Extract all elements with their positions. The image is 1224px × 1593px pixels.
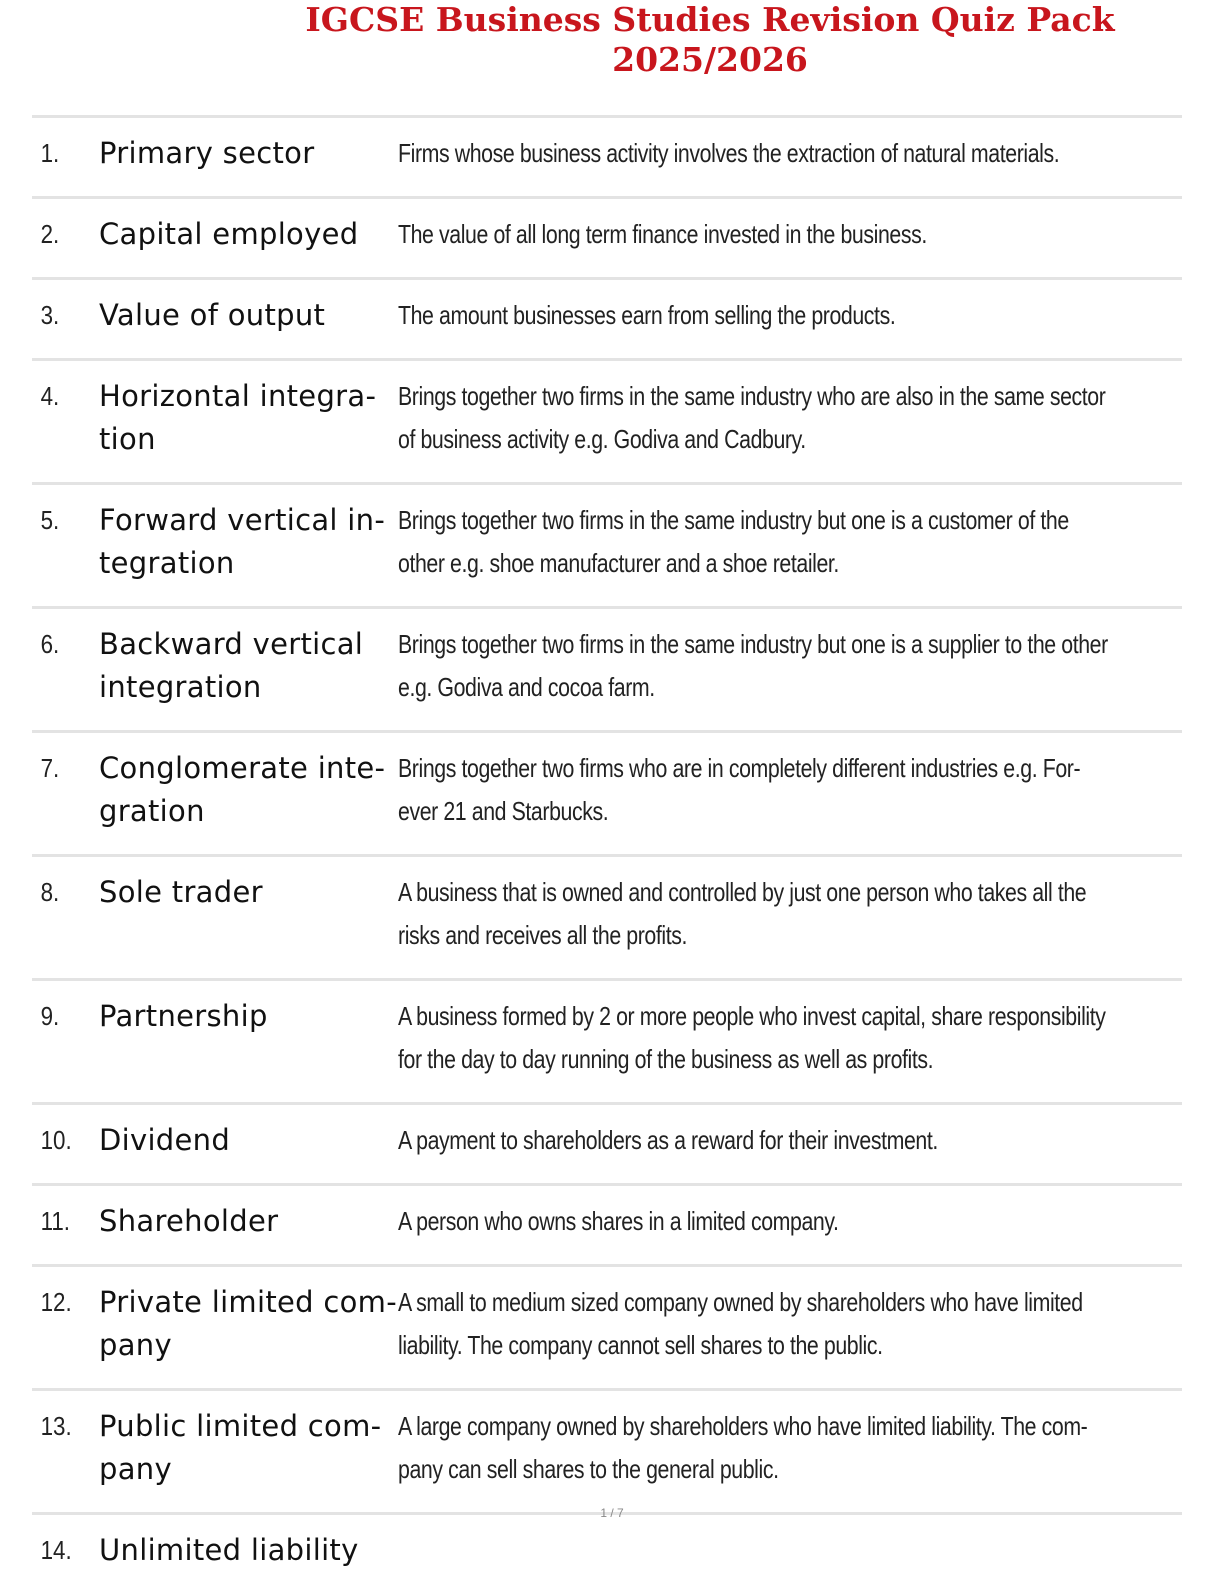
term-number: 3. xyxy=(40,300,60,330)
term-number: 8. xyxy=(40,877,60,907)
definition-cell xyxy=(398,1281,1182,1367)
term-definition: A payment to shareholders as a reward for their investment. xyxy=(398,1125,938,1155)
glossary-row xyxy=(32,1512,1182,1593)
term-definition: Brings together two firms in the same industry who are also in the same sector of business activity e.g. Godiva and Cadbury. xyxy=(398,381,1106,454)
definition-cell xyxy=(398,623,1182,709)
term-name: Dividend xyxy=(99,1123,231,1157)
definition-cell xyxy=(398,871,1182,957)
term-number: 5. xyxy=(40,505,60,535)
glossary-row xyxy=(32,277,1182,358)
term-number: 9. xyxy=(40,1001,60,1031)
definition-cell xyxy=(398,294,1182,337)
term-name: Public limited com- pany xyxy=(99,1409,382,1486)
term-name: Unlimited liability xyxy=(99,1533,359,1567)
term-number: 11. xyxy=(40,1206,71,1236)
definition-cell xyxy=(398,499,1182,585)
term-name: Conglomerate inte- gration xyxy=(99,751,386,828)
glossary-row xyxy=(32,1102,1182,1183)
term-definition: A person who owns shares in a limited company. xyxy=(398,1206,839,1236)
term-number: 6. xyxy=(40,629,60,659)
definition-cell xyxy=(398,1405,1182,1491)
definition-cell xyxy=(398,1119,1182,1162)
term-number: 10. xyxy=(40,1125,72,1155)
definition-cell xyxy=(398,213,1182,256)
term-definition: A business formed by 2 or more people who invest capital, share responsibility for the day to day running of the business as well as profits. xyxy=(398,1001,1106,1074)
definition-cell xyxy=(398,995,1182,1081)
term-definition: A large company owned by shareholders who have limited liability. The com- pany can sell shares to the general public. xyxy=(398,1411,1088,1484)
term-definition: Firms whose business activity involves the extraction of natural materials. xyxy=(398,138,1060,168)
term-name: Forward vertical in- tegration xyxy=(99,503,386,580)
glossary-row xyxy=(32,196,1182,277)
term-definition: A business that is owned and controlled by just one person who takes all the risks and receives all the profits. xyxy=(398,877,1087,950)
glossary-row xyxy=(32,482,1182,606)
title-line-2: 2025/2026 xyxy=(612,40,808,79)
term-definition: Brings together two firms in the same industry but one is a supplier to the other e.g. Godiva and cocoa farm. xyxy=(398,629,1108,702)
term-number: 7. xyxy=(40,753,60,783)
glossary-row xyxy=(32,1183,1182,1264)
term-number: 4. xyxy=(40,381,60,411)
term-definition: The amount businesses earn from selling the products. xyxy=(398,300,896,330)
term-number: 14. xyxy=(40,1535,72,1565)
term-number: 12. xyxy=(40,1287,72,1317)
term-name: Capital employed xyxy=(99,217,359,251)
glossary-row xyxy=(32,730,1182,854)
term-number: 1. xyxy=(40,138,60,168)
glossary-row xyxy=(32,854,1182,978)
term-name: Sole trader xyxy=(99,875,263,909)
term-definition: Brings together two firms who are in completely different industries e.g. For- ever 21 and Starbucks. xyxy=(398,753,1081,826)
term-number: 13. xyxy=(40,1411,72,1441)
term-definition: Brings together two firms in the same industry but one is a customer of the other e.g. shoe manufacturer and a shoe retailer. xyxy=(398,505,1069,578)
glossary-row xyxy=(32,978,1182,1102)
term-number: 2. xyxy=(40,219,60,249)
definition-cell xyxy=(398,1529,1182,1572)
term-name: Backward vertical integration xyxy=(99,627,364,704)
glossary-row xyxy=(32,1388,1182,1512)
term-name: Horizontal integra- tion xyxy=(99,379,377,456)
glossary-list xyxy=(32,115,1182,1593)
definition-cell xyxy=(398,132,1182,175)
glossary-row xyxy=(32,115,1182,196)
term-definition: A small to medium sized company owned by shareholders who have limited liability. The company cannot sell shares to the public. xyxy=(398,1287,1083,1360)
term-definition: The value of all long term finance invested in the business. xyxy=(398,219,927,249)
definition-cell xyxy=(398,1200,1182,1243)
glossary-row xyxy=(32,1264,1182,1388)
term-name: Value of output xyxy=(99,298,326,332)
term-name: Shareholder xyxy=(99,1204,279,1238)
page-indicator: 1 / 7 xyxy=(600,1506,624,1520)
term-name: Partnership xyxy=(99,999,268,1033)
document-title xyxy=(200,0,1220,80)
glossary-row xyxy=(32,606,1182,730)
definition-cell xyxy=(398,375,1182,461)
term-name: Private limited com- pany xyxy=(99,1285,397,1362)
glossary-row xyxy=(32,358,1182,482)
definition-cell xyxy=(398,747,1182,833)
term-name: Primary sector xyxy=(99,136,315,170)
title-line-1: IGCSE Business Studies Revision Quiz Pack xyxy=(305,0,1115,39)
